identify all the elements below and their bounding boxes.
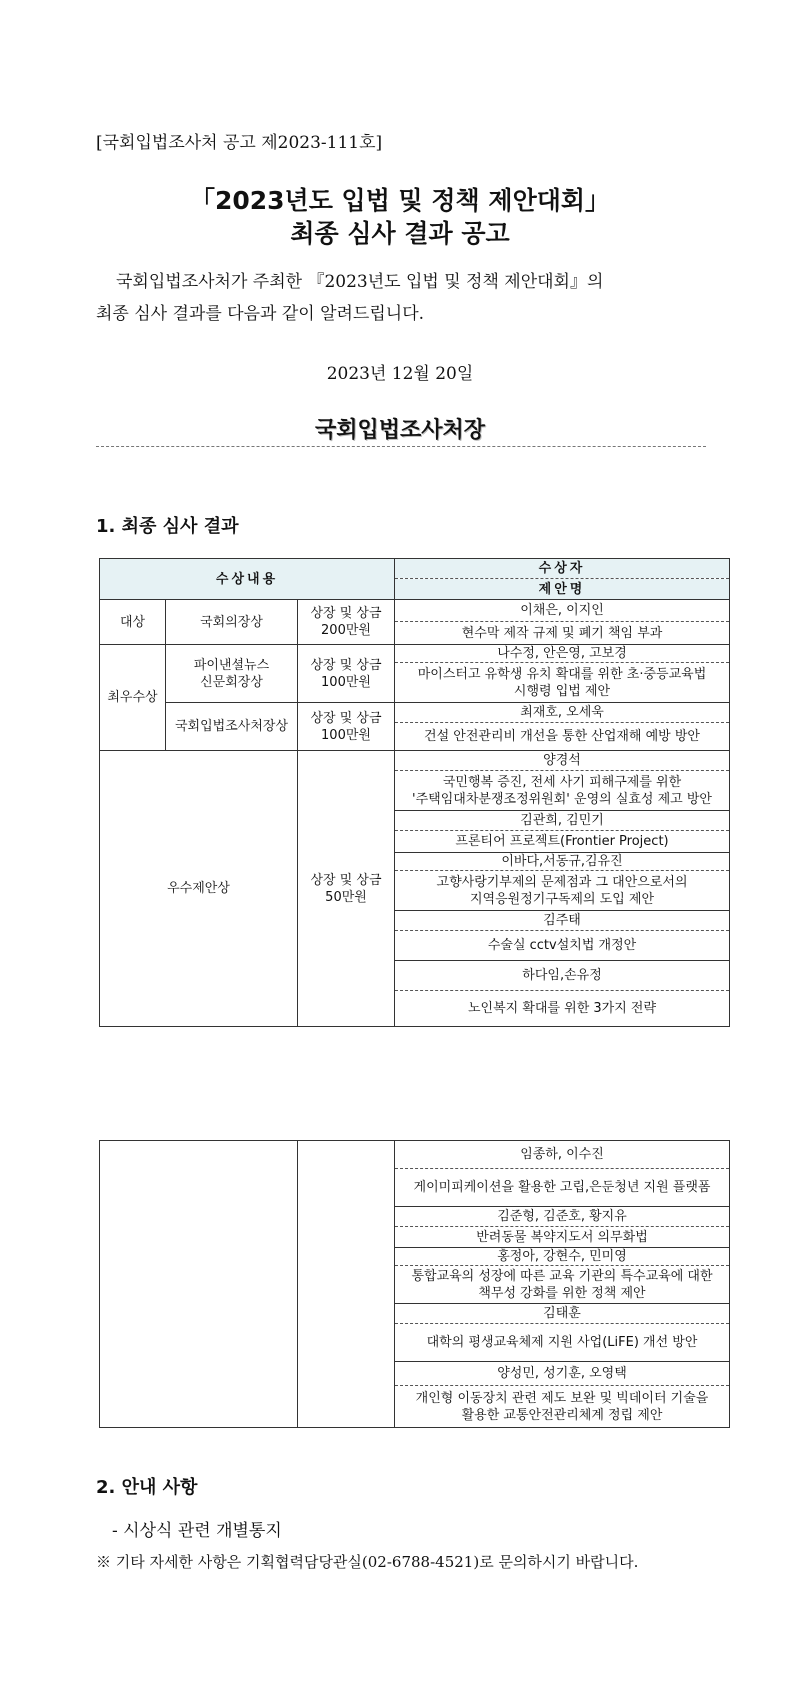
results-table-page2: [99, 1140, 730, 1428]
winner-cell: 김관희, 김민기: [395, 811, 730, 831]
winner-cell: 나수정, 안은영, 고보경: [395, 645, 730, 663]
ceremony-notice: - 시상식 관련 개별통지: [112, 1521, 282, 1541]
award-excellence-2: 국회입법조사처장상: [166, 703, 298, 751]
rank-merit-continued: [100, 1141, 298, 1428]
winner-cell: 하다임,손유정: [395, 961, 730, 991]
title-line1: 「2023년도 입법 및 정책 제안대회」: [189, 186, 611, 215]
title-line2: 최종 심사 결과 공고: [290, 219, 510, 248]
winner-cell: 최재호, 오세욱: [395, 703, 730, 723]
winner-cell: 김준형, 김준호, 황지유: [395, 1207, 730, 1227]
winner-cell: 김태훈: [395, 1304, 730, 1324]
results-table-page1: [99, 558, 730, 1027]
rank-excellence: 최우수상: [100, 645, 166, 751]
proposal-cell: 국민행복 증진, 전세 사기 피해구제를 위한 '주택임대차분쟁조정위원회' 운영의 실효성 제고 방안: [395, 771, 730, 811]
proposal-cell: 노인복지 확대를 위한 3가지 전략: [395, 991, 730, 1027]
rank-merit: 우수제안상: [100, 751, 298, 1027]
winner-cell: 양경석: [395, 751, 730, 771]
divider: [96, 446, 706, 447]
proposal-cell: 통합교육의 성장에 따른 교육 기관의 특수교육에 대한 책무성 강화를 위한 정책 제안: [395, 1266, 730, 1304]
winner-cell: 이채은, 이지인: [395, 600, 730, 622]
winner-cell: 이바다,서동규,김유진: [395, 853, 730, 871]
contact-note: ※ 기타 자세한 사항은 기획협력담당관실(02-6788-4521)로 문의하시기 바랍니다.: [96, 1553, 639, 1571]
prize-excellence-2: 상장 및 상금 100만원: [298, 703, 395, 751]
announcement-date: 2023년 12월 20일: [326, 364, 474, 384]
proposal-cell: 고향사랑기부제의 문제점과 그 대안으로서의 지역응원정기구독제의 도입 제안: [395, 871, 730, 911]
header-winner: 수상자: [395, 559, 730, 579]
proposal-cell: 현수막 제작 규제 및 폐기 책임 부과: [395, 622, 730, 645]
notice-number: [국회입법조사처 공고 제2023-111호]: [96, 133, 383, 153]
proposal-cell: 프론티어 프로젝트(Frontier Project): [395, 831, 730, 853]
winner-cell: 양성민, 성기훈, 오영택: [395, 1362, 730, 1386]
prize-merit: 상장 및 상금 50만원: [298, 751, 395, 1027]
winner-cell: 김주태: [395, 911, 730, 931]
award-grand: 국회의장상: [166, 600, 298, 645]
award-excellence-1: 파이낸셜뉴스 신문회장상: [166, 645, 298, 703]
rank-grand: 대상: [100, 600, 166, 645]
intro-line1: 국회입법조사처가 주최한 『2023년도 입법 및 정책 제안대회』의: [116, 272, 604, 292]
signer: 국회입법조사처장: [314, 418, 486, 443]
winner-cell: 홍정아, 강현수, 민미영: [395, 1248, 730, 1266]
proposal-cell: 건설 안전관리비 개선을 통한 산업재해 예방 방안: [395, 723, 730, 751]
proposal-cell: 개인형 이동장치 관련 제도 보완 및 빅데이터 기술을 활용한 교통안전관리체계 정립 제안: [395, 1386, 730, 1428]
proposal-cell: 게이미피케이션을 활용한 고립,은둔청년 지원 플랫폼: [395, 1169, 730, 1207]
intro-line2: 최종 심사 결과를 다음과 같이 알려드립니다.: [96, 304, 425, 324]
section2-heading: 2. 안내 사항: [96, 1477, 198, 1498]
prize-grand: 상장 및 상금 200만원: [298, 600, 395, 645]
header-proposal: 제안명: [395, 579, 730, 600]
proposal-cell: 수술실 cctv설치법 개정안: [395, 931, 730, 961]
section1-heading: 1. 최종 심사 결과: [96, 516, 239, 537]
proposal-cell: 반려동물 복약지도서 의무화법: [395, 1227, 730, 1248]
proposal-cell: 대학의 평생교육체제 지원 사업(LiFE) 개선 방안: [395, 1324, 730, 1362]
prize-excellence-1: 상장 및 상금 100만원: [298, 645, 395, 703]
winner-cell: 임종하, 이수진: [395, 1141, 730, 1169]
header-award-content: 수상내용: [100, 559, 395, 600]
proposal-cell: 마이스터고 유학생 유치 확대를 위한 초·중등교육법 시행령 입법 제안: [395, 663, 730, 703]
prize-merit-continued: [298, 1141, 395, 1428]
